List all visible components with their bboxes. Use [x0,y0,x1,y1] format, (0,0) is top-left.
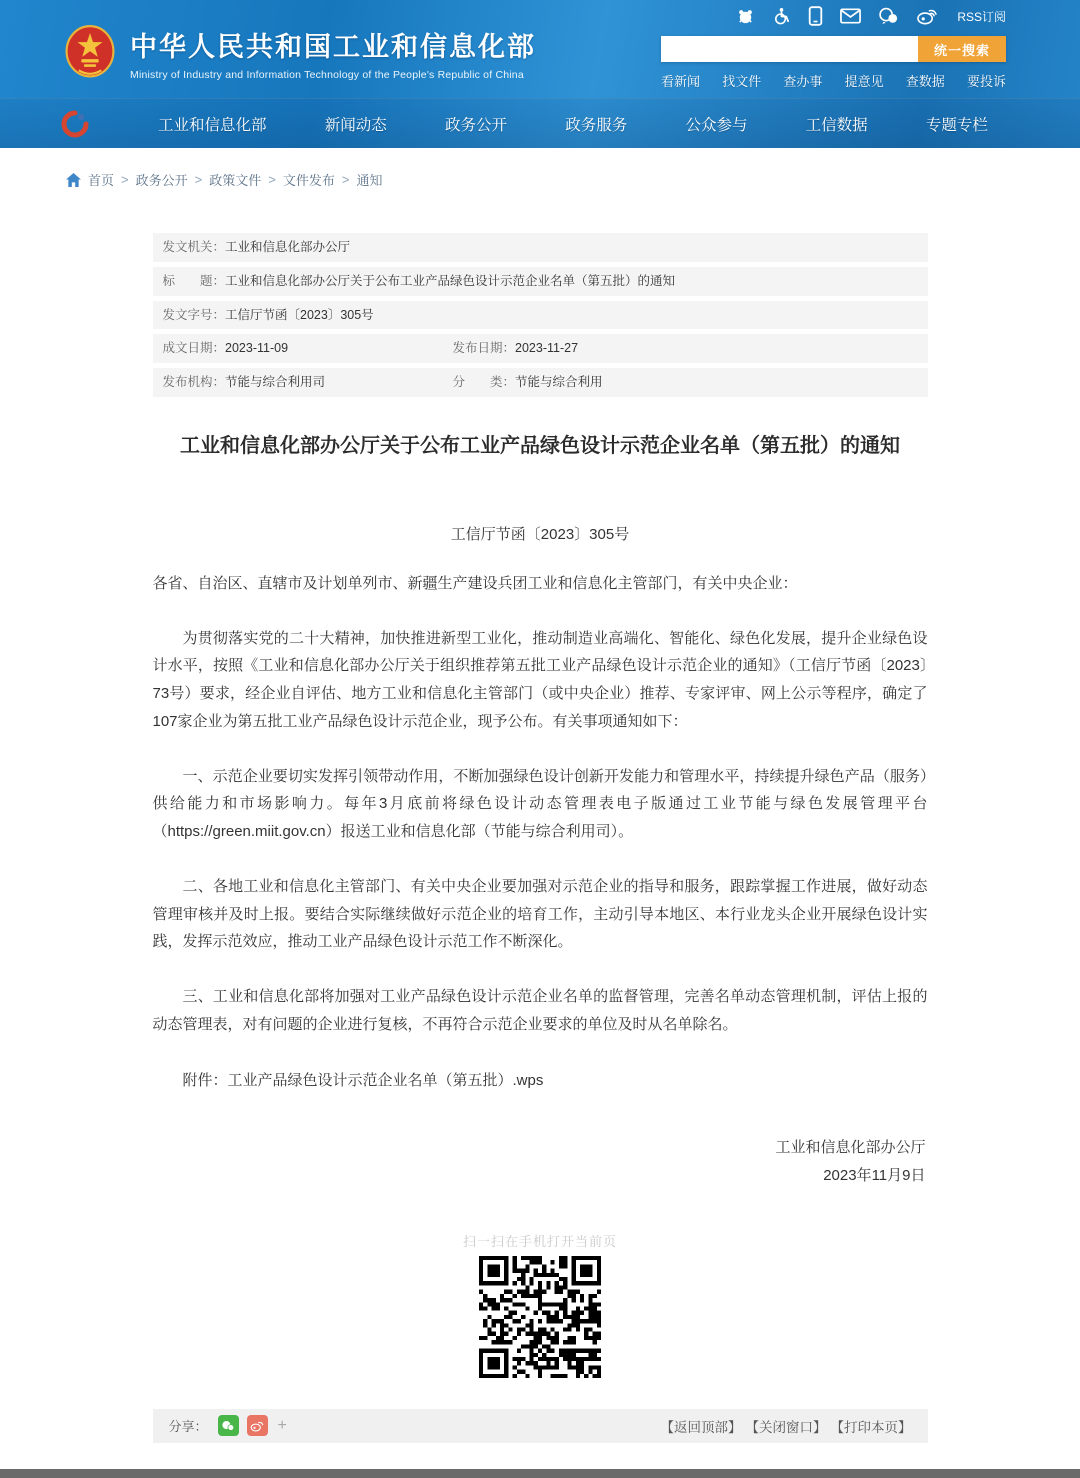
sign-date: 2023年11月9日 [823,1167,926,1184]
meta-value: 工信厅节函〔2023〕305号 [225,307,374,322]
main-nav [0,98,1080,148]
meta-row-title [153,267,928,296]
breadcrumb-item-file-release[interactable]: 文件发布 [282,173,335,188]
search-bar [661,36,1006,62]
nav-item-news[interactable]: 新闻动态 [324,116,387,134]
meta-value: 2023-11-09 [225,341,289,356]
share-bar [153,1409,928,1443]
search-button[interactable]: 统一搜索 [918,36,1006,62]
meta-value: 工业和信息化部办公厅关于公布工业产品绿色设计示范企业名单（第五批）的通知 [225,273,676,288]
weibo-icon[interactable] [916,7,938,25]
breadcrumb-separator: > [341,172,350,187]
site-subtitle: Ministry of Industry and Information Technology of the People's Republic of China [130,69,524,81]
document-paragraph: 三、工业和信息化部将加强对工业产品绿色设计示范企业名单的监督管理，完善名单动态管理机制，评估上报的动态管理表，对有问题的企业进行复核，不再符合示范企业要求的单位及时从名单除名。 [152,988,928,1033]
nav-item-ministry[interactable]: 工业和信息化部 [158,116,267,134]
meta-label: 分 类： [452,375,516,389]
share-more-icon[interactable]: + [277,1416,287,1434]
print-page-button[interactable]: 【打印本页】 [830,1419,912,1435]
meta-row-dates [153,334,928,363]
mail-icon[interactable] [840,8,861,24]
site-brand[interactable] [64,24,536,82]
footer-strip [0,1469,1080,1478]
share-wechat-icon[interactable] [218,1415,239,1436]
document-body [153,570,928,1039]
qr-code [479,1256,601,1378]
quick-link-complaint[interactable]: 要投诉 [966,74,1006,89]
quick-link-news[interactable]: 看新闻 [661,74,701,89]
header-right [661,5,1006,90]
mascot-icon[interactable] [736,7,755,26]
breadcrumb-item-policy-files[interactable]: 政策文件 [209,173,262,188]
meta-label: 发布机构： [162,375,226,389]
nav-item-topics[interactable]: 专题专栏 [925,116,988,134]
document-area [153,233,928,1383]
breadcrumb-separator: > [121,172,129,187]
qr-block [153,1231,928,1383]
meta-label: 发文机关： [162,240,226,254]
document-title: 工业和信息化部办公厅关于公布工业产品绿色设计示范企业名单（第五批）的通知 [180,434,900,457]
quick-link-feedback[interactable]: 提意见 [844,74,884,89]
nav-item-participation[interactable]: 公众参与 [685,116,748,134]
back-to-top-button[interactable]: 【返回顶部】 [660,1419,742,1435]
quick-link-data[interactable]: 查数据 [905,74,945,89]
national-emblem-icon [64,24,116,82]
site-title: 中华人民共和国工业和信息化部 [130,32,536,62]
signer-name: 工业和信息化部办公厅 [775,1138,926,1156]
meta-label: 标 题： [162,273,226,288]
quick-link-services[interactable]: 查办事 [783,74,823,89]
share-label: 分享： [168,1419,208,1434]
page-actions [661,1416,912,1436]
breadcrumb [66,170,1080,189]
rss-link[interactable]: RSS订阅 [957,9,1006,24]
breadcrumb-item-gov-openness[interactable]: 政务公开 [135,173,188,188]
home-icon[interactable] [66,173,81,187]
document-paragraph: 为贯彻落实党的二十大精神，加快推进新型工业化，推动制造业高端化、智能化、绿色化发展，提升企业绿色设计水平，按照《工业和信息化部办公厅关于组织推荐第五批工业产品绿色设计示范企业的通知》（工信厅节函〔2023〕73号）要求，经企业自评估、地方工业和信息化主管部门（或中央企业）推荐、专家评审、网上公示等程序，确定了107家企业为第五批工业产品绿色设计示范企业，现予公布。有关事项通知如下： [152,629,928,730]
header-utility-icons [661,5,1006,27]
nav-item-data[interactable]: 工信数据 [805,116,868,134]
attachment-link[interactable]: 附件：工业产品绿色设计示范企业名单（第五批）.wps [182,1071,544,1089]
nav-item-gov-openness[interactable]: 政务公开 [444,116,507,134]
signature-block [153,1134,928,1191]
accessibility-icon[interactable] [772,7,791,26]
qr-caption: 扫一扫在手机打开当前页 [462,1233,617,1249]
wechat-icon[interactable] [878,7,899,25]
document-paragraph: 二、各地工业和信息化主管部门、有关中央企业要加强对示范企业的指导和服务，跟踪掌握工作进展，做好动态管理审核并及时上报。要结合实际继续做好示范企业的培育工作，主动引导本地区、本行业龙头企业开展绿色设计实践，发挥示范效应，推动工业产品绿色设计示范工作不断深化。 [152,877,928,951]
share-weibo-icon[interactable] [247,1415,268,1436]
meta-value: 节能与综合利用 [515,375,603,389]
breadcrumb-home[interactable]: 首页 [88,173,115,188]
document-paragraph: 一、示范企业要切实发挥引领带动作用，不断加强绿色设计创新开发能力和管理水平，持续提升绿色产品（服务）供给能力和市场影响力。每年3月底前将绿色设计动态管理表电子版通过工业节能与绿色发展管理平台（https://green.miit.gov.cn）报送工业和信息化部（节能与综合利用司）。 [152,767,928,840]
quick-link-files[interactable]: 找文件 [722,74,762,89]
search-input[interactable] [661,36,918,62]
document-number: 工信厅节函〔2023〕305号 [450,525,630,543]
meta-value: 节能与综合利用司 [225,375,326,389]
meta-row-doc-number [153,301,928,330]
miit-logo-icon [60,109,90,139]
document-meta-table [153,233,928,397]
meta-label: 发文字号： [162,307,226,322]
nav-item-gov-services[interactable]: 政务服务 [565,116,628,134]
document-salutation: 各省、自治区、直辖市及计划单列市、新疆生产建设兵团工业和信息化主管部门，有关中央企业： [152,574,798,592]
meta-value: 工业和信息化部办公厅 [225,240,351,254]
mobile-icon[interactable] [808,6,823,26]
close-window-button[interactable]: 【关闭窗口】 [745,1419,827,1435]
site-header [0,0,1080,148]
meta-row-publisher-category [153,368,928,397]
breadcrumb-separator: > [194,172,203,187]
meta-row-issuing-agency [153,233,928,262]
quick-links [661,71,1006,90]
meta-label: 发布日期： [452,341,516,356]
breadcrumb-item-notice[interactable]: 通知 [356,173,383,188]
meta-value: 2023-11-27 [515,341,579,356]
meta-label: 成文日期： [162,341,226,356]
breadcrumb-separator: > [268,172,276,187]
